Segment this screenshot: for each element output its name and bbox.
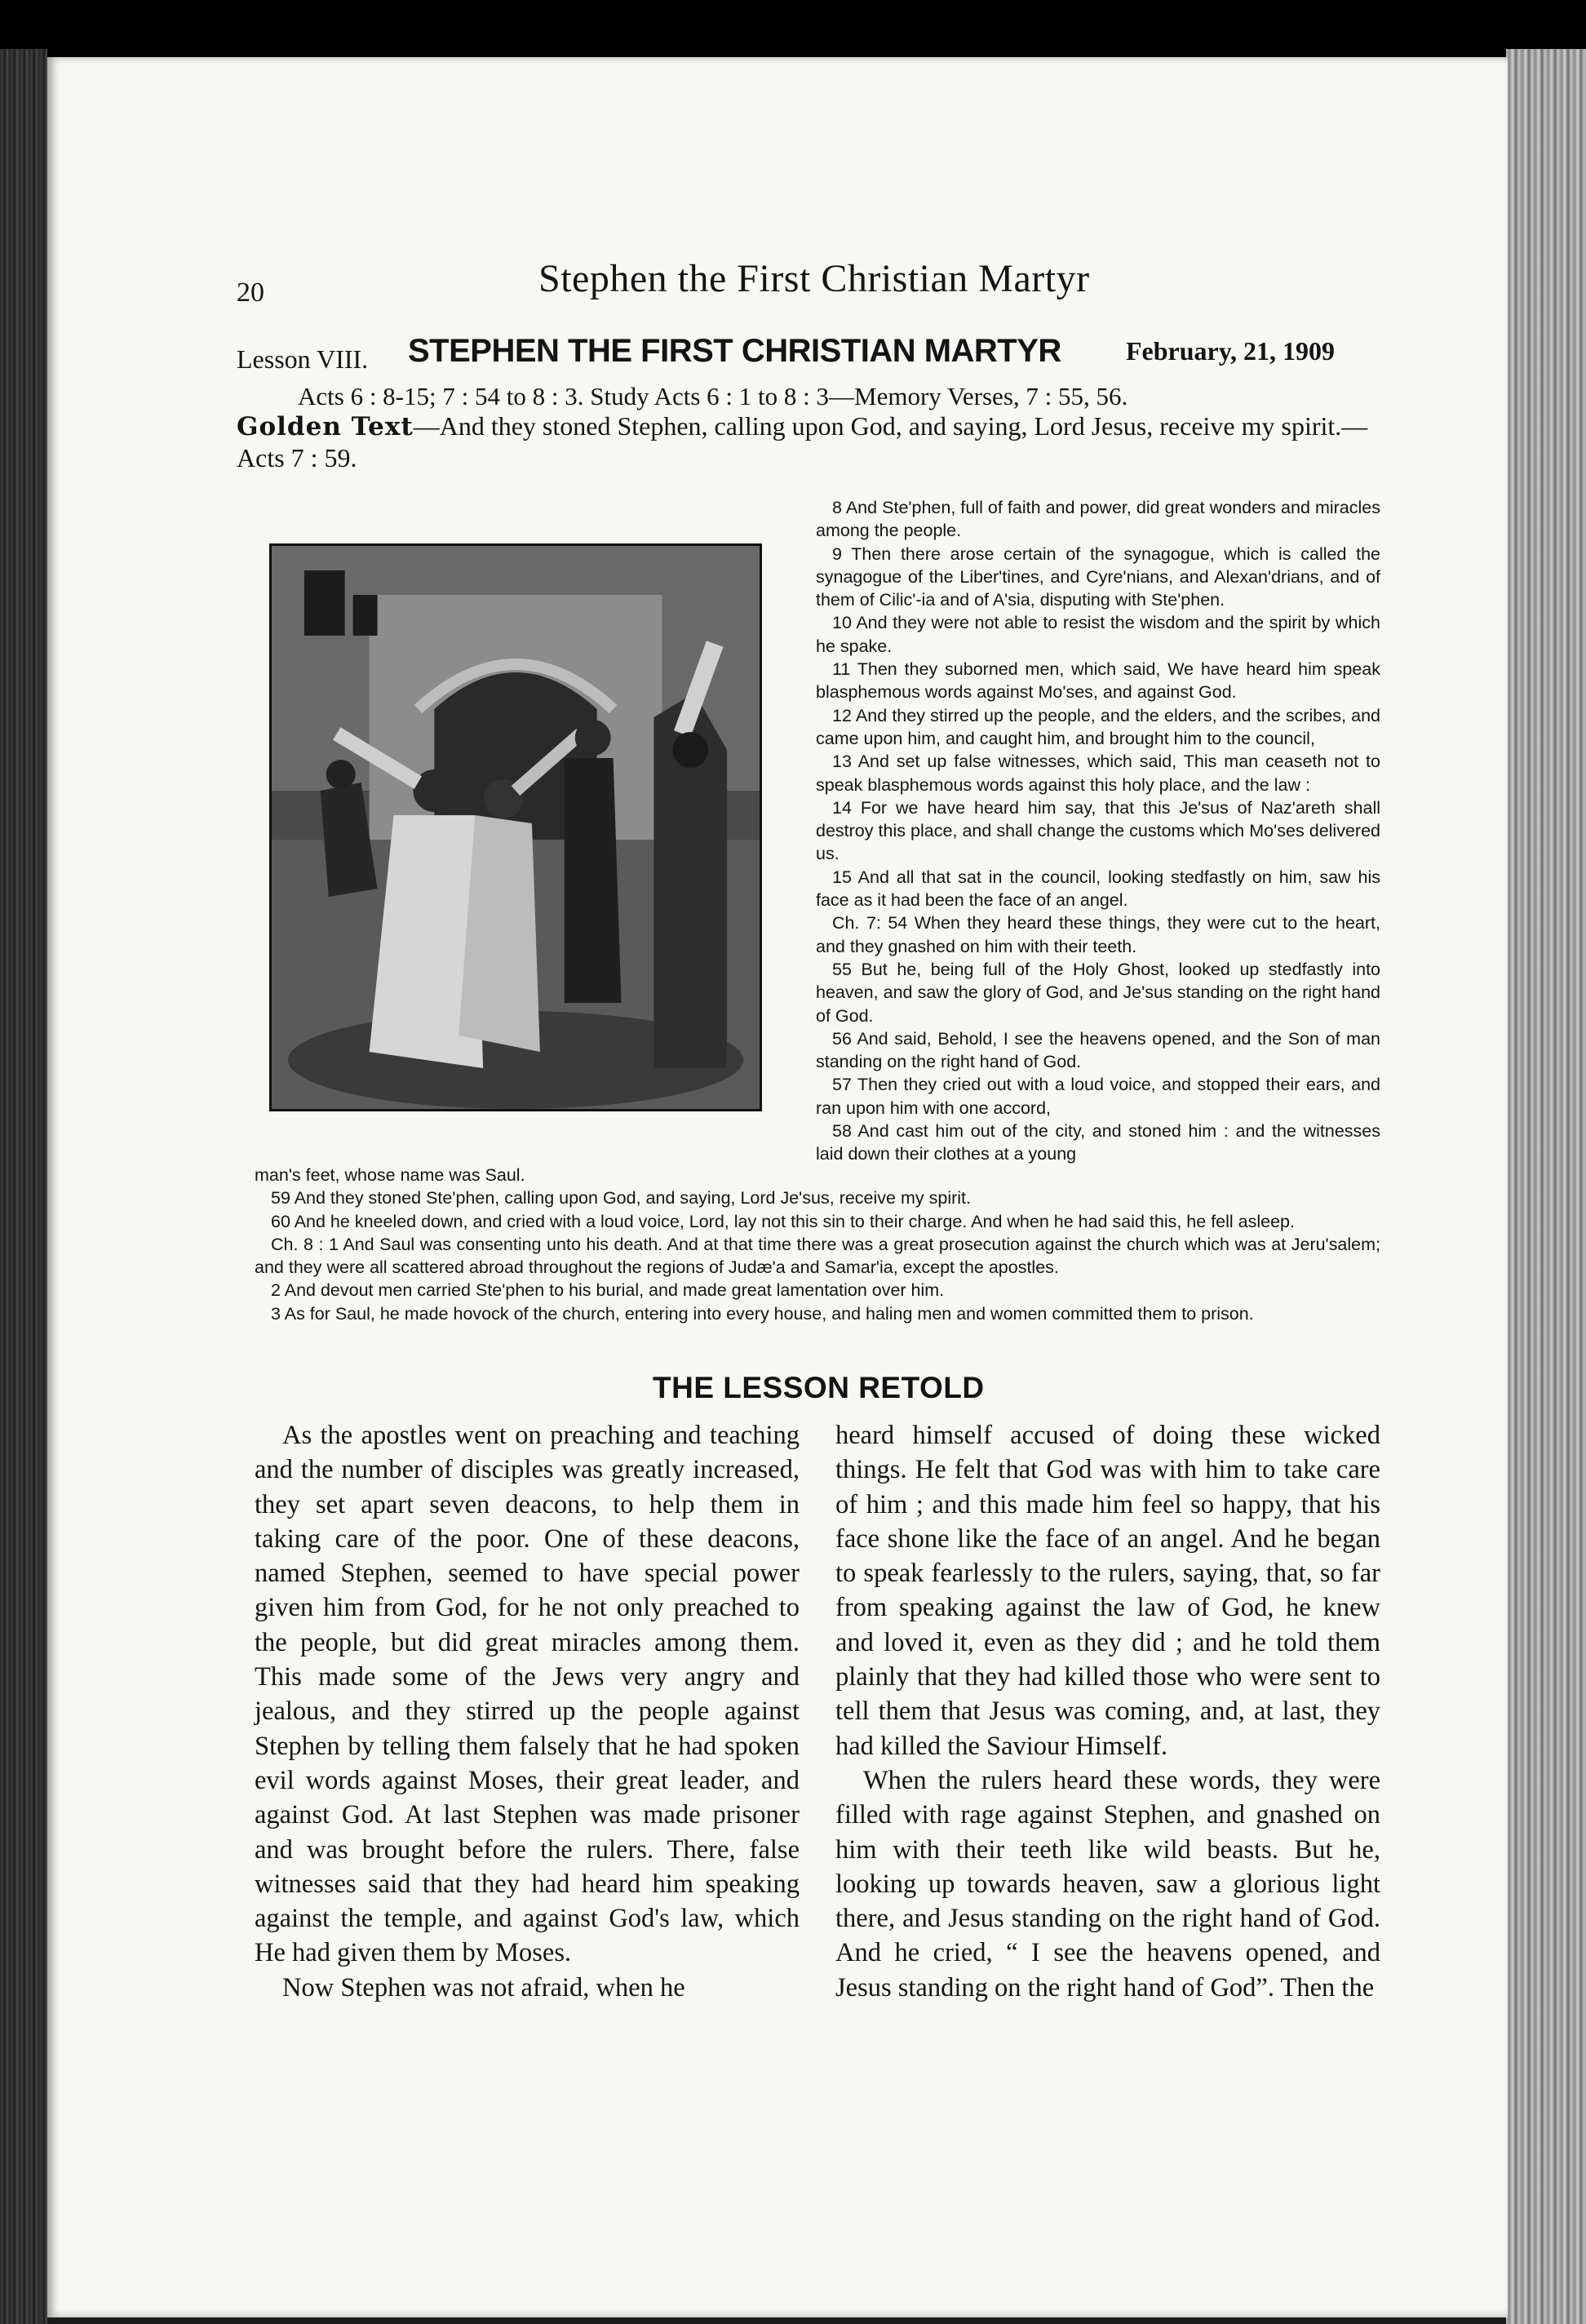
verse-57: 57 Then they cried out with a loud voice, and stopped their ears, and ran upon him with one accord, bbox=[816, 1075, 1380, 1118]
verse-58-continued: man's feet, whose name was Saul. bbox=[255, 1165, 525, 1185]
lesson-label: Lesson VIII. bbox=[237, 344, 369, 374]
verse-ch7-54: Ch. 7: 54 When they heard these things, they were cut to the heart, and they gnashed on him with their teeth. bbox=[816, 913, 1380, 956]
golden-text-body: —And they stoned Stephen, calling upon God, and saying, Lord Jesus, receive my spirit.—Acts 7 : 59. bbox=[237, 411, 1368, 472]
verse-ch8-2: 2 And devout men carried Ste'phen to his burial, and made great lamentation over him. bbox=[271, 1280, 945, 1301]
verse-55: 55 But he, being full of the Holy Ghost, looked up stedfastly into heaven, and saw the glory of God, and Je'sus standing on the right hand of God. bbox=[816, 959, 1380, 1026]
book-spine-edge bbox=[0, 49, 47, 2324]
verse-56: 56 And said, Behold, I see the heavens opened, and the Son of man standing on the right hand of God. bbox=[816, 1028, 1380, 1072]
verse-11: 11 Then they suborned men, which said, We have heard him speak blasphemous words against Mo'ses, and against God. bbox=[816, 659, 1380, 703]
running-title: Stephen the First Christian Martyr bbox=[538, 257, 1090, 300]
golden-text bbox=[237, 410, 1379, 473]
lesson-date: February, 21, 1909 bbox=[1126, 336, 1335, 366]
verse-14: 14 For we have heard him say, that this Je'sus of Naz'areth shall destroy this place, and shall change the customs which Mo'ses delivered us. bbox=[816, 797, 1380, 864]
scan-top-border bbox=[0, 0, 1586, 65]
retold-paragraph: heard himself accused of doing these wicked things. He felt that God was with him to take care of him ; and this made him feel so happy, that his face shone like the face of an angel. And he began to speak fearlessly to the rulers, saying, that, so far from speaking against the law of God, he knew and loved it, even as they did ; and he told them plainly that they had killed those who were sent to tell them that Jesus was coming, and, at last, they had killed the Saviour Himself. bbox=[835, 1421, 1380, 1761]
retold-paragraph: When the rulers heard these words, they were filled with rage against Stephen, and gnashed on him with their teeth like wild beasts. But he, looking up towards heaven, saw a glorious light there, and Jesus standing on the right hand of God. And he cried, “ I see the heavens opened, and Jesus standing on the right hand of God”. Then the bbox=[835, 1765, 1380, 2002]
scripture-reference: Acts 6 : 8-15; 7 : 54 to 8 : 3. Study Acts 6 : 1 to 8 : 3—Memory Verses, 7 : 55, 56. bbox=[298, 382, 1128, 410]
stoning-of-stephen-illustration bbox=[269, 543, 762, 1111]
verse-59: 59 And they stoned Ste'phen, calling upon God, and saying, Lord Je'sus, receive my spirit. bbox=[271, 1188, 971, 1209]
verse-58: 58 And cast him out of the city, and stoned him : and the witnesses laid down their clothes at a young bbox=[816, 1121, 1380, 1164]
golden-text-label: Golden Text bbox=[237, 412, 414, 441]
lesson-retold-heading: THE LESSON RETOLD bbox=[653, 1371, 985, 1404]
verse-60: 60 And he kneeled down, and cried with a loud voice, Lord, lay not this sin to their charge. And when he had said this, he fell asleep. bbox=[271, 1211, 1295, 1231]
illustration-picture bbox=[272, 546, 760, 1109]
retold-paragraph: Now Stephen was not afraid, when he bbox=[282, 1972, 685, 2002]
page-number: 20 bbox=[237, 277, 264, 308]
scripture-verses-full-width bbox=[255, 1164, 1380, 1325]
retold-left-column bbox=[255, 1418, 800, 2005]
verse-ch8-3: 3 As for Saul, he made hovock of the church, entering into every house, and haling men and women committed them to prison. bbox=[271, 1303, 1254, 1324]
verse-10: 10 And they were not able to resist the wisdom and the spirit by which he spake. bbox=[816, 613, 1380, 656]
retold-right-column bbox=[835, 1418, 1380, 2005]
lesson-header bbox=[237, 333, 1379, 379]
verse-9: 9 Then there arose certain of the synagogue, which is called the synagogue of the Liber'tines, and Cyre'nians, and Alexan'drians, and of them of Cilic'-ia and of A'sia, disputing with Ste'phen. bbox=[816, 543, 1380, 610]
verse-12: 12 And they stirred up the people, and the elders, and the scribes, and came upon him, and caught him, and brought him to the council, bbox=[816, 705, 1380, 748]
retold-paragraph: As the apostles went on preaching and teaching and the number of disciples was greatly increased, they set apart seven deacons, to help them in taking care of the poor. One of these deacons, named Stephen, seemed to have special power given him from God, for he not only preached to the people, but did great miracles among them. This made some of the Jews very angry and jealous, and they stirred up the people against Stephen by telling them falsely that he had spoken evil words against Moses, their great leader, and against God. At last Stephen was made prisoner and was brought before the rulers. There, false witnesses said that they had heard him speaking against the temple, and against God's law, which He had given them by Moses. bbox=[255, 1421, 800, 1968]
lesson-title: STEPHEN THE FIRST CHRISTIAN MARTYR bbox=[408, 333, 1061, 369]
verse-ch8-1: Ch. 8 : 1 And Saul was consenting unto his death. And at that time there was a great prosecution against the church which was at Jeru'salem; and they were all scattered abroad throughout the regions of Judæ'a and Samar'ia, except the apostles. bbox=[255, 1234, 1380, 1278]
scripture-verses-right bbox=[816, 496, 1380, 1166]
verse-15: 15 And all that sat in the council, looking stedfastly on him, saw his face as it had been the face of an angel. bbox=[816, 867, 1380, 911]
verse-13: 13 And set up false witnesses, which said, This man ceaseth not to speak blasphemous words against this holy place, and the law : bbox=[816, 752, 1380, 795]
verse-8: 8 And Ste'phen, full of faith and power, did great wonders and miracles among the people. bbox=[816, 498, 1380, 541]
page-stack-edge bbox=[1506, 49, 1586, 2324]
